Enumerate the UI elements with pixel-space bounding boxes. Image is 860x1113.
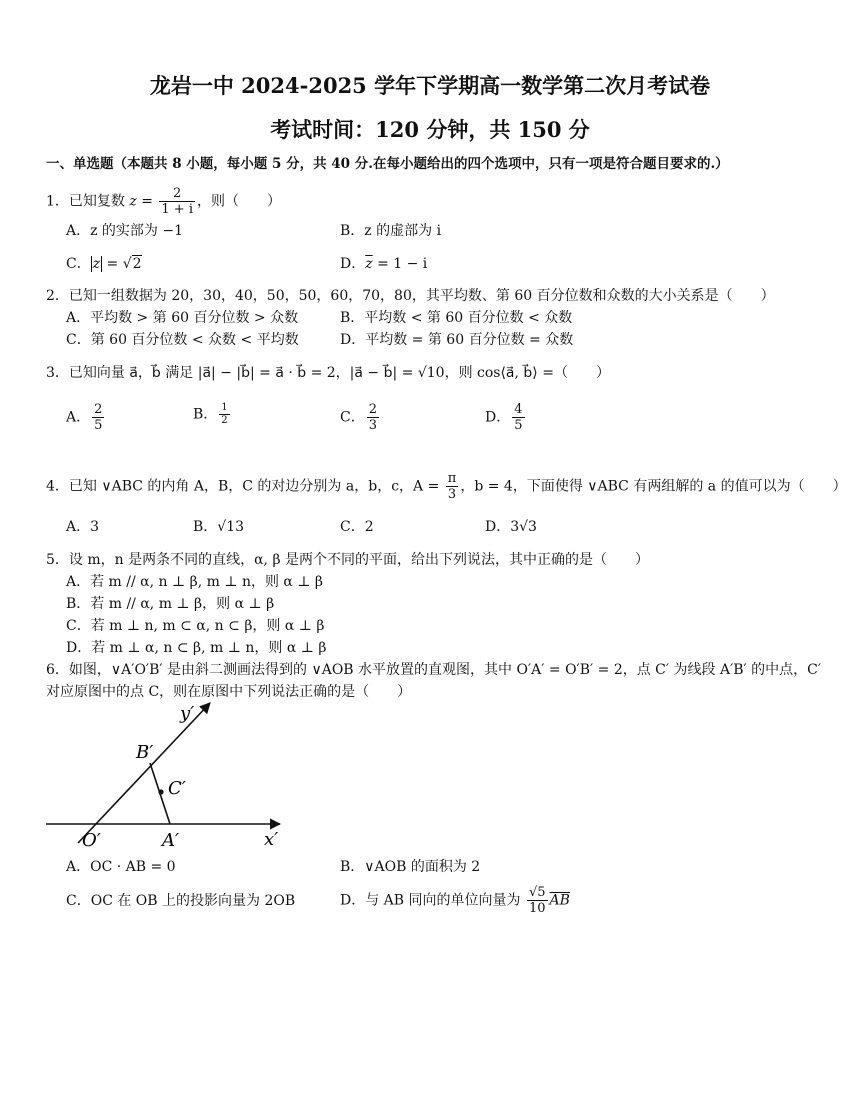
question-1-stem: 1．已知复数 z = $\frac{2}{1 + i}$ ，则（ ）: [46, 186, 281, 217]
point-c: [158, 789, 163, 794]
q3-option-c: C． $\frac{2}{3}$: [340, 402, 377, 433]
q5-option-d: D．若 m ⊥ α, n ⊂ β, m ⊥ n，则 α ⊥ β: [66, 640, 327, 656]
label-c: C′: [168, 778, 186, 799]
q2-option-c: C．第 60 百分位数 < 众数 < 平均数: [66, 332, 299, 348]
question-3-stem: 3．已知向量 a⃗，b⃗ 满足 |a⃗| − |b⃗| = a⃗ · b⃗ = 2，|a⃗ − b⃗| = √10，则 cos⟨a⃗, b⃗⟩ =（ ）: [46, 365, 610, 381]
question-4-stem: 4．已知 ∨ABC 的内角 A，B，C 的对边分别为 a，b，c，A = $\frac{\pi}{3}$ ，b = 4，下面使得 ∨ABC 有两组解的 a 的值可以为（ ）: [46, 471, 847, 502]
q1-option-a: A．z 的实部为 −1: [66, 223, 184, 239]
question-5-stem: 5．设 m，n 是两条不同的直线，α, β 是两个不同的平面，给出下列说法，其中正确的是（ ）: [46, 552, 649, 568]
q2-option-d: D．平均数 = 第 60 百分位数 = 众数: [340, 332, 574, 348]
q4-option-a: A．3: [66, 519, 100, 535]
q4-option-d: D．3√3: [485, 519, 537, 535]
q5-option-c: C．若 m ⊥ n, m ⊂ α, n ⊂ β，则 α ⊥ β: [66, 618, 325, 634]
q5-option-a: A．若 m // α, n ⊥ β, m ⊥ n，则 α ⊥ β: [66, 574, 324, 590]
label-y: y′: [180, 703, 195, 724]
q4-option-b: B．√13: [193, 519, 245, 535]
q6-option-c: C．OC 在 OB 上的投影向量为 2OB: [66, 893, 296, 909]
q6-option-b: B．∨AOB 的面积为 2: [340, 859, 481, 875]
oblique-projection-figure: [40, 695, 300, 855]
question-6-stem-line-2: 对应原图中的点 C，则在原图中下列说法正确的是（ ）: [46, 684, 412, 700]
q2-option-a: A．平均数 > 第 60 百分位数 > 众数: [66, 310, 299, 326]
q5-option-b: B．若 m // α, m ⊥ β，则 α ⊥ β: [66, 596, 275, 612]
q6-option-d: D．与 AB 同向的单位向量为 $\frac{√5}{10}$ $\overline{AB}$: [340, 885, 570, 916]
q3-option-d: D． $\frac{4}{5}$: [485, 402, 523, 433]
label-x: x′: [264, 829, 279, 850]
label-o: O′: [82, 830, 101, 851]
q3-option-a: A． $\frac{2}{5}$: [66, 402, 103, 433]
y-axis: [78, 703, 210, 843]
q1-option-b: B．z 的虚部为 i: [340, 223, 442, 239]
q1-option-c: C． z = √2: [66, 256, 142, 272]
exam-subtitle: 考试时间：120 分钟，共 150 分: [270, 117, 590, 142]
section-heading: 一、单选题（本题共 8 小题，每小题 5 分，共 40 分.在每小题给出的四个选项中，只有一项是符合题目要求的.）: [46, 156, 729, 172]
q2-option-b: B．平均数 < 第 60 百分位数 < 众数: [340, 310, 573, 326]
q6-option-a: A．OC · AB = 0: [66, 859, 176, 875]
q1-fraction: $\frac{2}{1 + i}$: [161, 186, 193, 217]
question-6-stem-line-1: 6．如图，∨A′O′B′ 是由斜二测画法得到的 ∨AOB 水平放置的直观图，其中 O′A′ = O′B′ = 2，点 C′ 为线段 A′B′ 的中点，C′: [46, 662, 822, 678]
q3-option-b: B． $\frac{1}{2}$: [193, 402, 228, 426]
q1-option-d: D．$\overline{z} = 1 - i$: [340, 256, 428, 272]
label-b: B′: [136, 742, 154, 763]
exam-title: 龙岩一中 2024-2025 学年下学期高一数学第二次月考试卷: [149, 73, 711, 98]
question-2-stem: 2．已知一组数据为 20，30，40，50，50，60，70，80，其平均数、第 60 百分位数和众数的大小关系是（ ）: [46, 288, 775, 304]
q4-option-c: C．2: [340, 519, 374, 535]
label-a: A′: [162, 830, 180, 851]
